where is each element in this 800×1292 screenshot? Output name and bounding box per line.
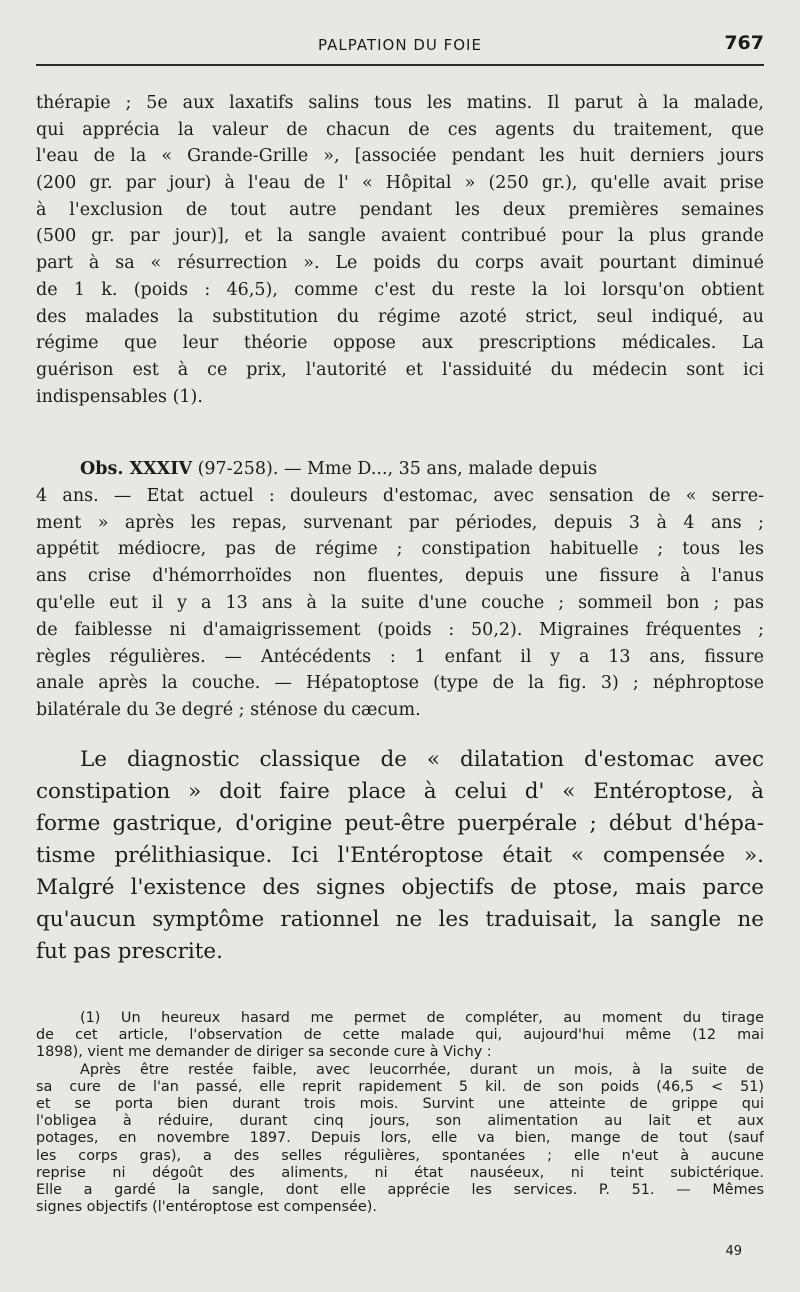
footnote — [36, 1010, 764, 1216]
text-line: régime que leur théorie oppose aux prescriptions médicales. La — [36, 333, 764, 354]
text-line: à l'exclusion de tout autre pendant les deux premières semaines — [36, 199, 764, 220]
text-line: des malades la substitution du régime azoté strict, seul indiqué, au — [36, 306, 764, 327]
footnote-line: potages, en novembre 1897. Depuis lors, elle va bien, mange de tout (sauf — [36, 1130, 764, 1147]
page-number: 767 — [724, 32, 764, 54]
text-line: Malgré l'existence des signes objectifs de ptose, mais parce — [36, 875, 764, 900]
text-line: qu'elle eut il y a 13 ans à la suite d'une couche ; sommeil bon ; pas — [36, 592, 764, 613]
text-line: constipation » doit faire place à celui d' « Entéroptose, à — [36, 779, 764, 804]
text-line: fut pas prescrite. — [36, 939, 223, 964]
text-line: guérison est à ce prix, l'autorité et l'assiduité du médecin sont ici — [36, 359, 764, 380]
text-line: part à sa « résurrection ». Le poids du corps avait pourtant diminué — [36, 253, 764, 274]
text-line: indispensables (1). — [36, 386, 203, 407]
footnote-line: et se porta bien durant trois mois. Survint une atteinte de grippe qui — [36, 1095, 764, 1112]
footnote-line: reprise ni dégoût des aliments, ni état nauséeux, ni teint subictérique. — [36, 1164, 764, 1181]
text-line: 4 ans. — Etat actuel : douleurs d'estomac, avec sensation de « serre- — [36, 485, 764, 506]
observation-xxxiv — [36, 456, 764, 724]
text-line: de faiblesse ni d'amaigrissement (poids : 50,2). Migraines fréquentes ; — [36, 619, 764, 640]
observation-heading-line — [36, 456, 764, 483]
text-line: règles régulières. — Antécédents : 1 enfant il y a 13 ans, fissure — [36, 646, 764, 667]
observation-heading-rest: (97-258). — Mme D..., 35 ans, malade depuis — [192, 459, 598, 479]
text-line: (500 gr. par jour)], et la sangle avaient contribué pour la plus grande — [36, 226, 764, 247]
text-line: l'eau de la « Grande-Grille », [associée pendant les huit derniers jours — [36, 146, 764, 167]
footnote-line: Après être restée faible, avec leucorrhée, durant un mois, à la suite de — [80, 1061, 764, 1078]
footnote-line: l'obligea à réduire, durant cinq jours, son alimentation au lait et aux — [36, 1113, 764, 1130]
text-line: (200 gr. par jour) à l'eau de l' « Hôpital » (250 gr.), qu'elle avait prise — [36, 173, 764, 194]
text-line: Le diagnostic classique de « dilatation d'estomac avec — [80, 747, 764, 772]
text-line: ment » après les repas, survenant par périodes, depuis 3 à 4 ans ; — [36, 512, 764, 533]
text-line: thérapie ; 5e aux laxatifs salins tous les matins. Il parut à la malade, — [36, 93, 764, 113]
text-line: tisme prélithiasique. Ici l'Entéroptose était « compensée ». — [36, 843, 764, 868]
text-line: ans crise d'hémorrhoïdes non fluentes, depuis une fissure à l'anus — [36, 566, 764, 587]
footnote-line: sa cure de l'an passé, elle reprit rapidement 5 kil. de son poids (46,5 < 51) — [36, 1078, 764, 1095]
footnote-line: (1) Un heureux hasard me permet de compléter, au moment du tirage — [80, 1010, 764, 1026]
footnote-line: signes objectifs (l'entéroptose est compensée). — [36, 1199, 377, 1216]
footnote-line: 1898), vient me demander de diriger sa seconde cure à Vichy : — [36, 1044, 492, 1061]
text-line: qu'aucun symptôme rationnel ne les traduisait, la sangle ne — [36, 907, 764, 932]
page-header — [36, 28, 764, 66]
observation-label: Obs. XXXIV — [80, 459, 193, 479]
running-title: PALPATION DU FOIE — [318, 36, 482, 54]
text-line: qui apprécia la valeur de chacun de ces agents du traitement, que — [36, 119, 764, 140]
footnote-line: Elle a gardé la sangle, dont elle apprécie les services. P. 51. — Mêmes — [36, 1181, 764, 1198]
text-line: appétit médiocre, pas de régime ; constipation habituelle ; tous les — [36, 539, 764, 560]
footnote-line: de cet article, l'observation de cette malade qui, aujourd'hui même (12 mai — [36, 1027, 764, 1044]
text-line: anale après la couche. — Hépatoptose (type de la fig. 3) ; néphroptose — [36, 673, 764, 694]
signature-mark: 49 — [725, 1244, 742, 1259]
text-line: bilatérale du 3e degré ; sténose du cæcum. — [36, 700, 421, 721]
paragraph-therapie — [36, 90, 764, 410]
text-line: de 1 k. (poids : 46,5), comme c'est du reste la loi lorsqu'on obtient — [36, 279, 764, 300]
footnote-line: les corps gras), a des selles régulières, spontanées ; elle n'eut à aucune — [36, 1147, 764, 1164]
text-line: forme gastrique, d'origine peut-être puerpérale ; début d'hépa- — [36, 811, 764, 836]
diagnostic-paragraph — [36, 744, 764, 968]
